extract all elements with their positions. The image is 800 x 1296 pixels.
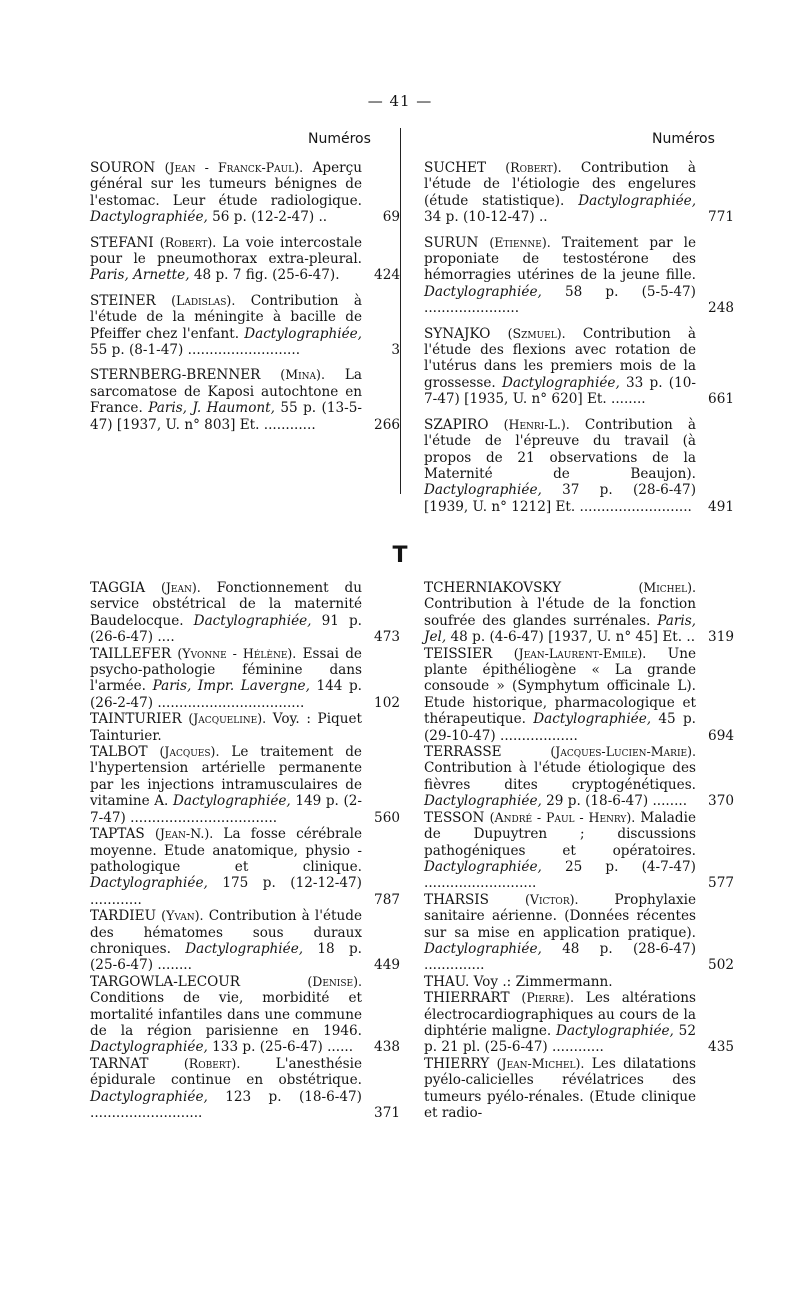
entry-author-given: (André - Paul - Henry). bbox=[489, 809, 636, 825]
entry-author-surname: TARNAT bbox=[90, 1055, 149, 1072]
entry-details: 91 p. (26-6-47) .... bbox=[90, 612, 362, 646]
entry-author-surname: TCHERNIAKOVSKY bbox=[424, 580, 562, 596]
entry-author-given: (Jean-N.). bbox=[154, 826, 214, 842]
entry-author-surname: TAILLEFER bbox=[90, 645, 172, 662]
top-right-column bbox=[424, 160, 734, 534]
entry-number: 577 bbox=[708, 875, 734, 892]
entry-author-given: (Yvan). bbox=[161, 908, 204, 924]
entry-number: 69 bbox=[382, 209, 400, 226]
entry-number: 319 bbox=[708, 629, 734, 646]
entry-details: 123 p. (18-6-47) .......................... bbox=[90, 1088, 362, 1121]
entry-title: L'anesthésie épidurale continue en obstétrique. bbox=[90, 1055, 363, 1089]
bibliography-entry bbox=[90, 160, 400, 226]
entry-author-surname: TARDIEU bbox=[90, 908, 157, 925]
entry-author-given: (Mina). bbox=[280, 367, 325, 383]
entry-publication: Dactylographiée, bbox=[424, 940, 542, 957]
entry-author-given: (Henri-L.). bbox=[503, 416, 570, 432]
entry-details: 56 p. (12-2-47) .. bbox=[212, 209, 328, 226]
section-letter: T bbox=[392, 543, 408, 568]
entry-publication: Paris, J. Haumont, bbox=[148, 400, 275, 417]
entry-number: 449 bbox=[374, 957, 400, 974]
entry-author-given: (Ladislas). bbox=[171, 292, 236, 308]
entry-title: La sarcomatose de Kaposi autochtone en France. bbox=[90, 367, 362, 417]
entry-title: Contribution à l'étude de l'épreuve du travail (à propos de 21 observations de la Maternité de Beaujon). bbox=[424, 416, 696, 482]
entry-details: 58 p. (5-5-47) ...................... bbox=[424, 283, 696, 317]
bibliography-entry bbox=[424, 325, 734, 408]
entry-author-given: (Pierre). bbox=[521, 990, 574, 1006]
entry-number: 3 bbox=[391, 342, 400, 359]
entry-number: 248 bbox=[708, 300, 734, 317]
entry-details: 25 p. (4-7-47) .......................... bbox=[424, 858, 696, 892]
entry-publication: Dactylographiée, bbox=[90, 209, 208, 226]
entry-publication: Dactylographiée, bbox=[172, 793, 291, 810]
entry-details: 144 p. (26-2-47) .................................. bbox=[90, 678, 363, 711]
bibliography-entry bbox=[424, 580, 734, 646]
entry-details: 52 p. 21 pl. (25-6-47) ............ bbox=[424, 1022, 696, 1056]
entry-publication: Dactylographiée, bbox=[578, 192, 697, 209]
entry-publication: Dactylographiée, bbox=[424, 283, 542, 300]
entry-author-given: (Etienne). bbox=[489, 234, 551, 250]
entry-number: 694 bbox=[708, 727, 734, 744]
entry-title: Voy. : Piquet Tainturier. bbox=[90, 711, 363, 744]
entry-title: La fosse cérébrale moyenne. Etude anatomique, physio - pathologique et clinique. bbox=[90, 826, 363, 875]
entry-number: 502 bbox=[708, 957, 734, 974]
column-header-right: Numéros bbox=[652, 131, 715, 147]
entry-author-given: (Robert). bbox=[505, 160, 562, 175]
entry-publication: Dactylographiée, bbox=[533, 711, 652, 728]
bibliography-entry bbox=[424, 809, 734, 892]
entry-details: 175 p. (12-12-47) ............ bbox=[90, 875, 362, 908]
entry-title: Aperçu général sur les tumeurs bénignes de l'estomac. Leur étude radiologique. bbox=[90, 160, 362, 209]
bibliography-entry bbox=[90, 234, 400, 284]
entry-number: 266 bbox=[374, 416, 400, 433]
entry-number: 560 bbox=[374, 809, 400, 826]
entry-author-surname: TERRASSE bbox=[424, 744, 502, 761]
bibliography-entry bbox=[90, 973, 400, 1056]
entry-details: 48 p. (28-6-47) .............. bbox=[424, 940, 696, 974]
bibliography-entry bbox=[424, 744, 734, 810]
entry-details: 48 p. (4-6-47) [1937, U. n° 45] Et. .. bbox=[450, 629, 696, 646]
entry-publication: Paris, Arnette, bbox=[90, 267, 190, 284]
entry-number: 661 bbox=[708, 391, 734, 408]
entry-title: Contribution à l'étude des flexions avec rotation de l'utérus dans les premiers mois de la grossesse. bbox=[424, 325, 697, 391]
entry-number: 473 bbox=[374, 629, 400, 646]
entry-author-surname: SZAPIRO bbox=[424, 416, 489, 433]
bibliography-entry bbox=[424, 974, 696, 990]
entry-details: 55 p. (8-1-47) .......................... bbox=[90, 342, 301, 359]
entry-publication: Dactylographiée, bbox=[244, 325, 362, 342]
entry-author-surname: THAU. bbox=[424, 973, 470, 990]
top-left-column bbox=[90, 160, 400, 534]
bibliography-entry bbox=[90, 645, 400, 712]
entry-author-surname: TEISSIER bbox=[424, 645, 493, 662]
entry-publication: Paris, Impr. Lavergne, bbox=[152, 678, 310, 695]
entry-author-given: (Victor). bbox=[524, 891, 579, 907]
entry-author-given: (Robert). bbox=[183, 1055, 241, 1071]
entry-title: Le traitement de l'hypertension artérielle permanente par les injections intramusculaires de vitamine A. bbox=[90, 744, 362, 810]
bibliography-entry bbox=[424, 1056, 696, 1122]
bottom-left-column bbox=[90, 580, 400, 1270]
entry-author-given: (Jean-Laurent-Emile). bbox=[513, 645, 647, 661]
entry-title: Une plante épithéliogène « La grande consoude » (Symphytum officinale L). Etude historique, pharmacologique et thérapeutique. bbox=[424, 645, 696, 728]
entry-author-surname: TAPTAS bbox=[90, 826, 145, 843]
entry-publication: Paris, Jel, bbox=[424, 612, 696, 646]
entry-number: 371 bbox=[374, 1105, 400, 1121]
bibliography-entry bbox=[424, 990, 734, 1056]
entry-details: 133 p. (25-6-47) ...... bbox=[212, 1039, 354, 1056]
entry-publication: Dactylographiée, bbox=[556, 1022, 674, 1039]
entry-title: Les altérations électrocardiographiques au cours de la diphtérie maligne. bbox=[424, 990, 696, 1039]
entry-author-given: (Yvonne - Hélène). bbox=[177, 645, 297, 661]
entry-publication: Dactylographiée, bbox=[185, 940, 304, 957]
entry-author-surname: SYNAJKO bbox=[424, 325, 491, 342]
column-header-left: Numéros bbox=[308, 131, 371, 147]
entry-author-given: (Szmuel). bbox=[507, 325, 566, 341]
entry-author-surname: STERNBERG-BRENNER bbox=[90, 367, 261, 384]
entry-author-given: (Robert). bbox=[159, 234, 217, 250]
entry-author-given: (Michel). bbox=[638, 580, 696, 595]
entry-author-given: (Denise). bbox=[307, 973, 362, 989]
entry-author-surname: STEINER bbox=[90, 292, 156, 309]
entry-title: Prophylaxie sanitaire aérienne. (Données récentes sur sa mise en application pratique). bbox=[424, 891, 697, 941]
entry-author-surname: SURUN bbox=[424, 234, 479, 251]
bibliography-entry bbox=[90, 1055, 400, 1122]
entry-title: Fonctionnement du service obstétrical de la maternité Baudelocque. bbox=[90, 580, 362, 629]
entry-title: Contribution à l'étude des hématomes sous duraux chroniques. bbox=[90, 908, 362, 957]
page-number: — 41 — bbox=[367, 92, 433, 110]
entry-author-surname: STEFANI bbox=[90, 234, 154, 251]
entry-title: Contribution à l'étude de la méningite à bacille de Pfeiffer chez l'enfant. bbox=[90, 292, 362, 342]
entry-author-surname: SUCHET bbox=[424, 160, 487, 176]
entry-title: Contribution à l'étude de la fonction soufrée des glandes surrénales. bbox=[424, 596, 696, 629]
bibliography-entry bbox=[90, 367, 400, 433]
bibliography-entry bbox=[424, 234, 734, 317]
entry-number: 102 bbox=[374, 694, 400, 711]
entry-title: Voy .: Zimmermann. bbox=[473, 973, 613, 990]
entry-number: 771 bbox=[708, 209, 734, 226]
entry-title: Essai de psycho-pathologie féminine dans l'armée. bbox=[90, 645, 362, 695]
entry-title: Traitement par le proponiate de testostérone des hémorragies utérines de la jeune fille. bbox=[424, 234, 697, 284]
entry-title: Les dilatations pyélo-calicielles révélatrices des tumeurs pyélo-rénales. (Etude clinique et radio- bbox=[424, 1055, 696, 1121]
entry-author-surname: TARGOWLA-LECOUR bbox=[90, 973, 240, 990]
bibliography-entry bbox=[90, 744, 400, 826]
bibliography-entry bbox=[424, 160, 734, 226]
entry-title: Maladie de Dupuytren ; discussions pathogéniques et opératoires. bbox=[424, 809, 696, 859]
entry-number: 438 bbox=[374, 1039, 400, 1056]
entry-author-given: (Jean-Michel). bbox=[496, 1055, 585, 1071]
entry-author-surname: SOURON bbox=[90, 160, 156, 176]
entry-details: 55 p. (13-5-47) [1937, U. n° 803] Et. ............ bbox=[90, 400, 362, 433]
entry-author-surname: TESSON bbox=[424, 809, 485, 826]
entry-author-surname: THARSIS bbox=[424, 891, 489, 908]
entry-publication: Dactylographiée, bbox=[424, 793, 542, 810]
entry-title: Contribution à l'étude étiologique des fièvres dites cryptogénétiques. bbox=[424, 760, 696, 793]
entry-number: 424 bbox=[374, 267, 400, 284]
bibliography-entry bbox=[424, 416, 734, 515]
bibliography-entry bbox=[90, 711, 362, 744]
bibliography-entry bbox=[90, 580, 400, 646]
entry-details: 45 p. (29-10-47) .................. bbox=[424, 711, 696, 744]
entry-details: 34 p. (10-12-47) .. bbox=[424, 209, 548, 226]
entry-author-surname: THIERRART bbox=[424, 990, 510, 1007]
entry-number: 370 bbox=[708, 793, 734, 810]
entry-author-given: (Jean - Franck-Paul). bbox=[164, 160, 304, 175]
entry-number: 787 bbox=[374, 891, 400, 908]
entry-author-given: (Jacqueline). bbox=[188, 711, 267, 727]
entry-publication: Dactylographiée, bbox=[90, 1039, 208, 1056]
entry-title: Contribution à l'étude de l'étiologie des engelures (étude statistique). bbox=[424, 160, 696, 209]
entry-author-surname: TALBOT bbox=[90, 744, 148, 761]
entry-details: 33 p. (10-7-47) [1935, U. n° 620] Et. ........ bbox=[424, 374, 697, 408]
bibliography-entry bbox=[90, 908, 400, 974]
entry-author-given: (Jacques-Lucien-Marie). bbox=[550, 744, 696, 760]
entry-author-given: (Jean). bbox=[160, 580, 201, 595]
entry-author-surname: THIERRY bbox=[424, 1055, 490, 1072]
entry-details: 29 p. (18-6-47) ........ bbox=[546, 793, 688, 810]
entry-details: 18 p. (25-6-47) ........ bbox=[90, 940, 362, 974]
entry-details: 48 p. 7 fig. (25-6-47). bbox=[193, 267, 340, 284]
bibliography-entry bbox=[90, 826, 400, 908]
entry-publication: Dactylographiée, bbox=[90, 875, 208, 892]
column-divider bbox=[400, 128, 401, 494]
entry-details: 37 p. (28-6-47) [1939, U. n° 1212] Et. .......................... bbox=[424, 482, 696, 515]
entry-number: 435 bbox=[708, 1039, 734, 1056]
entry-author-given: (Jacques). bbox=[159, 744, 220, 760]
entry-author-surname: TAGGIA bbox=[90, 580, 146, 596]
bottom-right-column bbox=[424, 580, 734, 1270]
entry-publication: Dactylographiée, bbox=[193, 612, 312, 629]
entry-title: Conditions de vie, morbidité et mortalité infantiles dans une commune de la région parisienne en 1946. bbox=[90, 990, 362, 1039]
entry-publication: Dactylographiée, bbox=[424, 482, 542, 499]
bibliography-entry bbox=[424, 891, 734, 974]
entry-author-surname: TAINTURIER bbox=[90, 711, 182, 728]
entry-title: La voie intercostale pour le pneumothorax extra-pleural. bbox=[90, 234, 362, 268]
bibliography-entry bbox=[90, 292, 400, 359]
bibliography-entry bbox=[424, 645, 734, 744]
entry-details: 149 p. (2-7-47) .................................. bbox=[90, 793, 362, 826]
entry-publication: Dactylographiée, bbox=[501, 374, 620, 391]
entry-publication: Dactylographiée, bbox=[424, 858, 542, 875]
entry-publication: Dactylographiée, bbox=[90, 1088, 208, 1105]
entry-number: 491 bbox=[708, 498, 734, 515]
